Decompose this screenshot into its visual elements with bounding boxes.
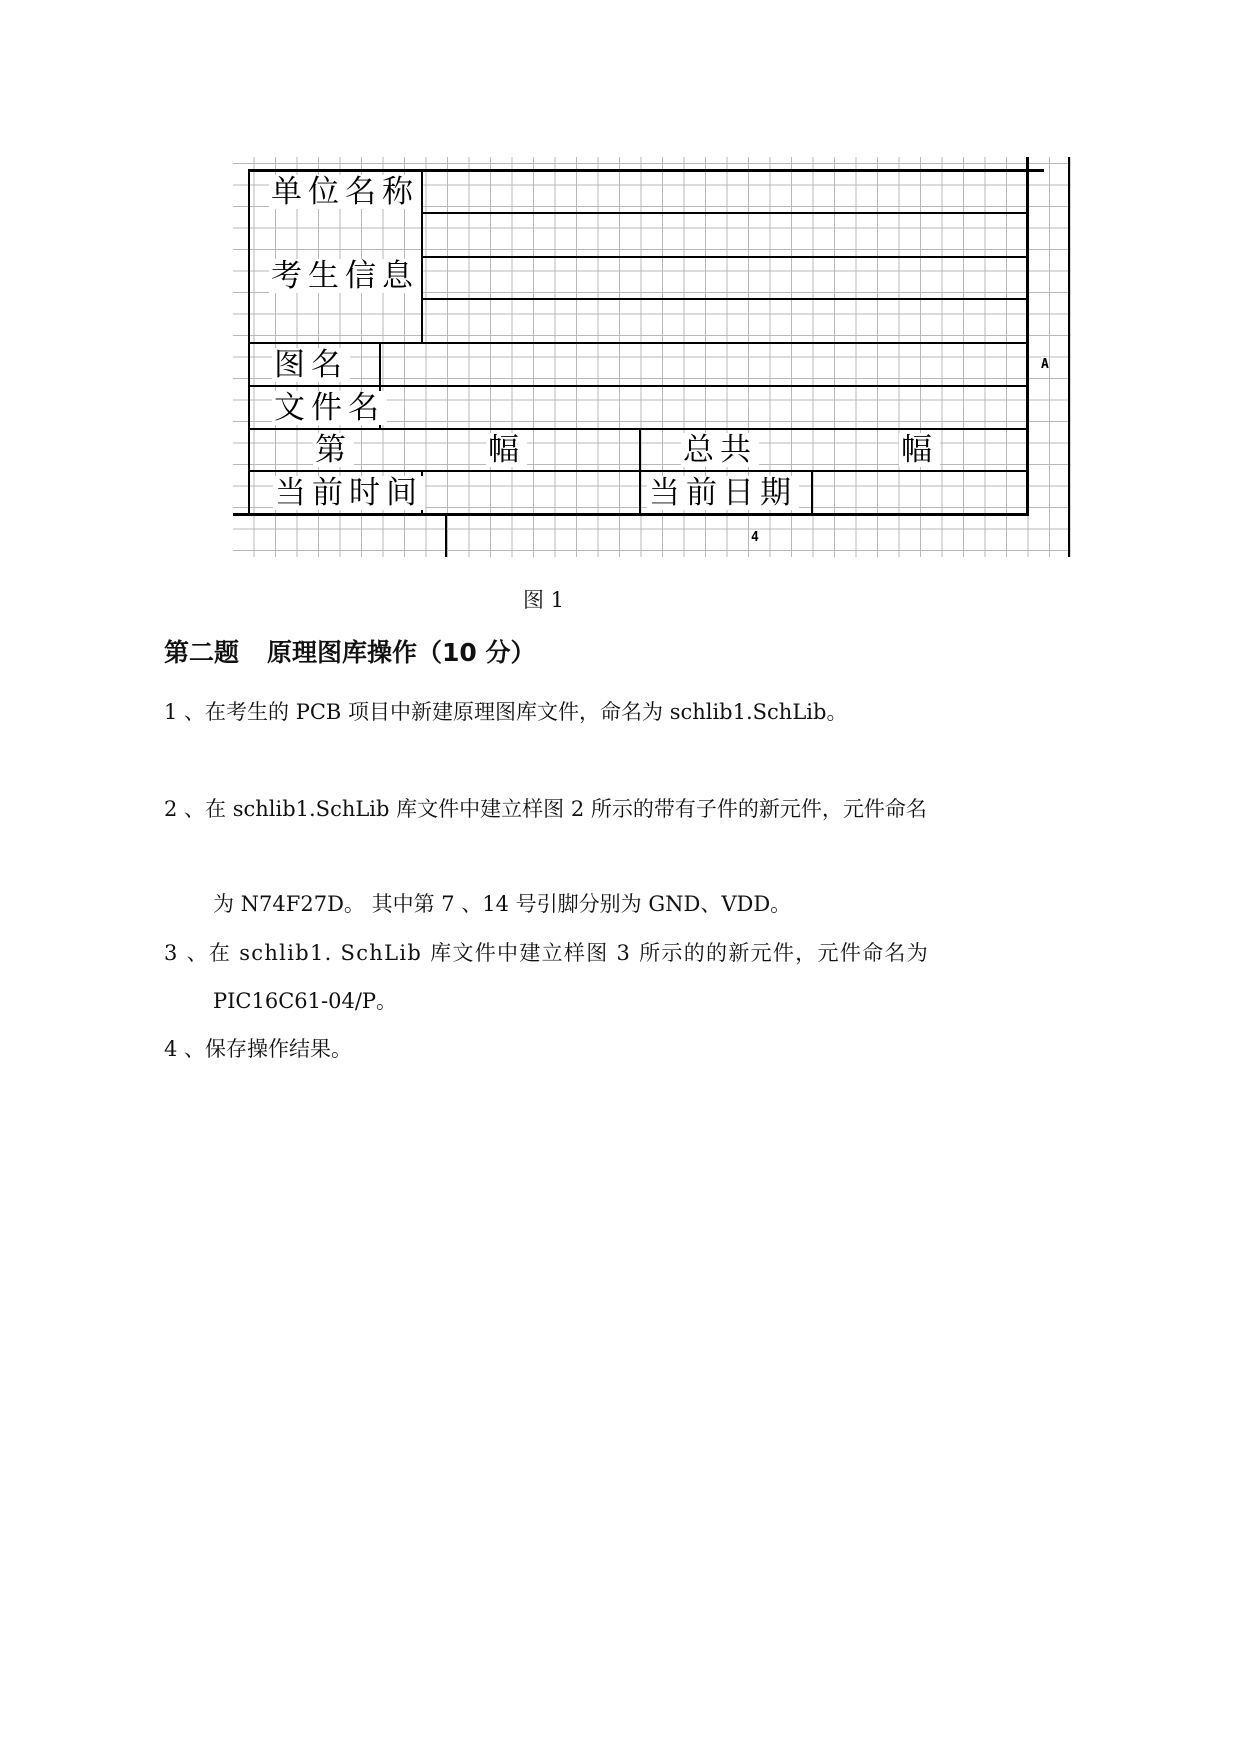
- label-current-time: 当前时间: [275, 475, 423, 511]
- instruction-item-1: 1 、在考生的 PCB 项目中新建原理图库文件，命名为 schlib1.SchLib。: [164, 700, 848, 724]
- frame-right-outer: [1068, 157, 1070, 557]
- figure-caption: 图 1: [523, 588, 565, 612]
- label-total: 总共: [683, 432, 757, 468]
- frame-top: [248, 169, 1044, 172]
- label-sheet-unit-2: 幅: [901, 432, 938, 468]
- row-line-4: [248, 342, 1028, 344]
- frame-right: [1026, 157, 1029, 516]
- section-title: [164, 633, 536, 669]
- instruction-item-2-cont: 为 N74F27D。 其中第 7 、14 号引脚分别为 GND、VDD。: [213, 892, 792, 916]
- instruction-item-3: 3 、在 schlib1. SchLib 库文件中建立样图 3 所示的的新元件，元件命名为: [164, 941, 930, 965]
- row-line-1: [423, 212, 1028, 214]
- col-line-date: [811, 470, 813, 515]
- instruction-item-3-cont: PIC16C61-04/P。: [213, 989, 398, 1013]
- label-current-date: 当前日期: [649, 475, 797, 511]
- label-sheet-unit-1: 幅: [488, 432, 525, 468]
- label-file-name: 文件名: [274, 390, 385, 426]
- section-heading: 原理图库操作（10 分）: [267, 638, 536, 667]
- label-drawing-name: 图名: [274, 347, 348, 383]
- row-line-7: [248, 470, 1028, 472]
- row-line-6: [248, 428, 1028, 430]
- col-line-info: [421, 169, 423, 344]
- zone-mark-a: A: [1041, 357, 1049, 372]
- row-line-5: [248, 385, 1028, 387]
- instruction-item-4: 4 、保存操作结果。: [164, 1037, 353, 1061]
- section-number: 第二题: [164, 638, 240, 667]
- col-line-mid: [639, 428, 641, 515]
- row-line-3: [423, 298, 1028, 300]
- label-sheet-no: 第: [315, 432, 352, 468]
- label-examinee-info: 考生信息: [271, 258, 419, 294]
- label-unit-name: 单位名称: [271, 174, 419, 210]
- row-line-2: [423, 256, 1028, 258]
- frame-bottom: [233, 513, 1029, 516]
- frame-bottom-stub: [445, 513, 447, 557]
- instruction-item-2: 2 、在 schlib1.SchLib 库文件中建立样图 2 所示的带有子件的新元件，元件命名: [164, 797, 927, 821]
- zone-mark-4: 4: [751, 530, 759, 545]
- title-block-figure: [233, 157, 1071, 557]
